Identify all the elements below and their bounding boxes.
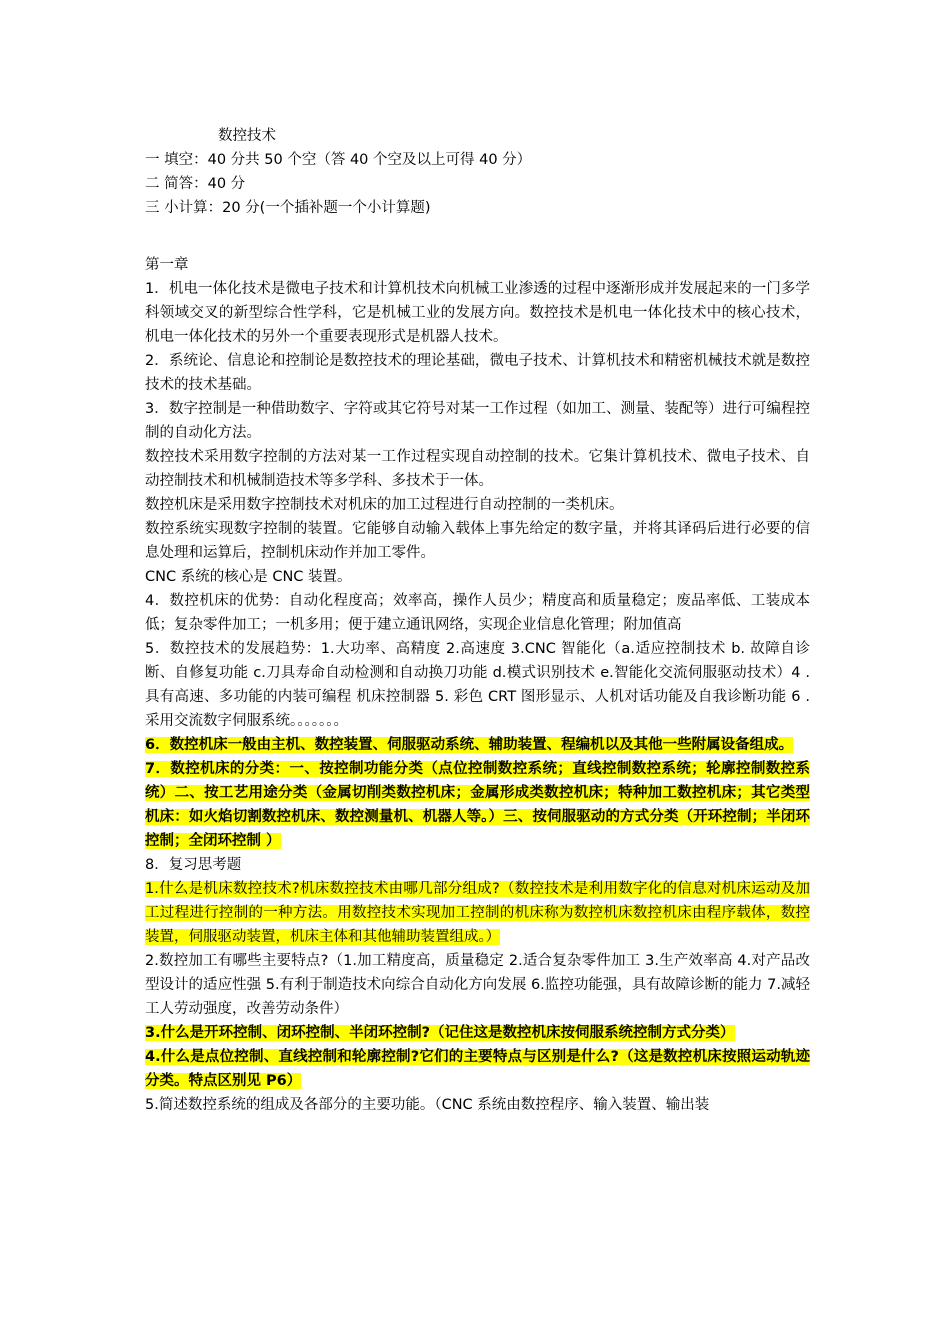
paragraph-7 xyxy=(145,757,810,853)
document-title: 数控技术 xyxy=(218,128,276,144)
paragraph-3 xyxy=(145,397,810,445)
review-question-4 xyxy=(145,1045,810,1093)
paragraph-cnc-core xyxy=(145,565,810,589)
paragraph-nc-system xyxy=(145,517,810,565)
highlighted-text: 6．数控机床一般由主机、数控装置、伺服驱动系统、辅助装置、程编机以及其他一些附属设备组成。 xyxy=(145,737,794,753)
paragraph-text: 4．数控机床的优势：自动化程度高；效率高，操作人员少；精度高和质量稳定；废品率低、工装成本低；复杂零件加工；一机多用；便于建立通讯网络，实现企业信息化管理；附加值高 xyxy=(145,593,810,633)
header-line-calculation: 三 小计算：20 分(一个插补题一个小计算题) xyxy=(145,200,431,216)
blank-spacer xyxy=(145,220,810,253)
paragraph-text: 数控系统实现数字控制的装置。它能够自动输入载体上事先给定的数字量，并将其译码后进行必要的信息处理和运算后，控制机床动作并加工零件。 xyxy=(145,521,810,561)
paragraph-nc-machine xyxy=(145,493,810,517)
paragraph-text: 8．复习思考题 xyxy=(145,857,242,873)
review-question-1 xyxy=(145,877,810,949)
highlighted-text: 1.什么是机床数控技术?机床数控技术由哪几部分组成?（数控技术是利用数字化的信息对机床运动及加工过程进行控制的一种方法。用数控技术实现加工控制的机床称为数控机床数控机床由程序载体，数控装置，伺服驱动装置，机床主体和其他辅助装置组成。） xyxy=(145,881,810,945)
paragraph-2 xyxy=(145,349,810,397)
paragraph-text: 2.数控加工有哪些主要特点?（1.加工精度高，质量稳定 2.适合复杂零件加工 3.生产效率高 4.对产品改型设计的适应性强 5.有利于制造技术向综合自动化方向发展 6.监控功能强，具有故障诊断的能力 7.减轻工人劳动强度，改善劳动条件） xyxy=(145,953,810,1017)
paragraph-text: 3．数字控制是一种借助数字、字符或其它符号对某一工作过程（如加工、测量、装配等）进行可编程控制的自动化方法。 xyxy=(145,401,810,441)
paragraph-text: 2．系统论、信息论和控制论是数控技术的理论基础，微电子技术、计算机技术和精密机械技术就是数控技术的技术基础。 xyxy=(145,353,810,393)
paragraph-8 xyxy=(145,853,810,877)
paragraph-text: CNC 系统的核心是 CNC 装置。 xyxy=(145,569,352,585)
header-line-fill-blank: 一 填空：40 分共 50 个空（答 40 个空及以上可得 40 分） xyxy=(145,152,532,168)
highlighted-text: 3.什么是开环控制、闭环控制、半闭环控制?（记住这是数控机床按伺服系统控制方式分类） xyxy=(145,1025,735,1041)
paragraph-6 xyxy=(145,733,810,757)
paragraph-text: 1．机电一体化技术是微电子技术和计算机技术向机械工业渗透的过程中逐渐形成并发展起来的一门多学科领域交叉的新型综合性学科，它是机械工业的发展方向。数控技术是机电一体化技术中的核心技术，机电一体化技术的另外一个重要表现形式是机器人技术。 xyxy=(145,281,810,345)
highlighted-text: 7．数控机床的分类：一、按控制功能分类（点位控制数控系统；直线控制数控系统；轮廓控制数控系统）二、按工艺用途分类（金属切削类数控机床；金属形成类数控机床；特种加工数控机床；其它类型机床：如火焰切割数控机床、数控测量机、机器人等。）三、按伺服驱动的方式分类（开环控制；半闭环控制；全闭环控制 ） xyxy=(145,761,810,849)
highlighted-text: 4.什么是点位控制、直线控制和轮廓控制?它们的主要特点与区别是什么?（这是数控机床按照运动轨迹分类。特点区别见 P6） xyxy=(145,1049,810,1089)
document-page xyxy=(145,124,810,1117)
paragraph-5 xyxy=(145,637,810,733)
paragraph-1 xyxy=(145,277,810,349)
review-question-3 xyxy=(145,1021,810,1045)
header-line-short-answer: 二 简答：40 分 xyxy=(145,176,246,192)
chapter-heading: 第一章 xyxy=(145,257,189,273)
paragraph-text: 数控机床是采用数字控制技术对机床的加工过程进行自动控制的一类机床。 xyxy=(145,497,624,513)
paragraph-text: 5．数控技术的发展趋势：1.大功率、高精度 2.高速度 3.CNC 智能化（a.适应控制技术 b. 故障自诊断、自修复功能 c.刀具寿命自动检测和自动换刀功能 d.模式识别技术 e.智能化交流伺服驱动技术）4 .具有高速、多功能的内装可编程 机床控制器 5. 彩色 CRT 图形显示、人机对话功能及自我诊断功能 6 .采用交流数字伺服系统。。。。。。。 xyxy=(145,641,810,729)
review-question-5 xyxy=(145,1093,810,1117)
paragraph-text: 5.简述数控系统的组成及各部分的主要功能。（CNC 系统由数控程序、输入装置、输出装 xyxy=(145,1097,710,1113)
paragraph-4 xyxy=(145,589,810,637)
paragraph-nc-technology xyxy=(145,445,810,493)
paragraph-text: 数控技术采用数字控制的方法对某一工作过程实现自动控制的技术。它集计算机技术、微电子技术、自动控制技术和机械制造技术等多学科、多技术于一体。 xyxy=(145,449,810,489)
review-question-2 xyxy=(145,949,810,1021)
